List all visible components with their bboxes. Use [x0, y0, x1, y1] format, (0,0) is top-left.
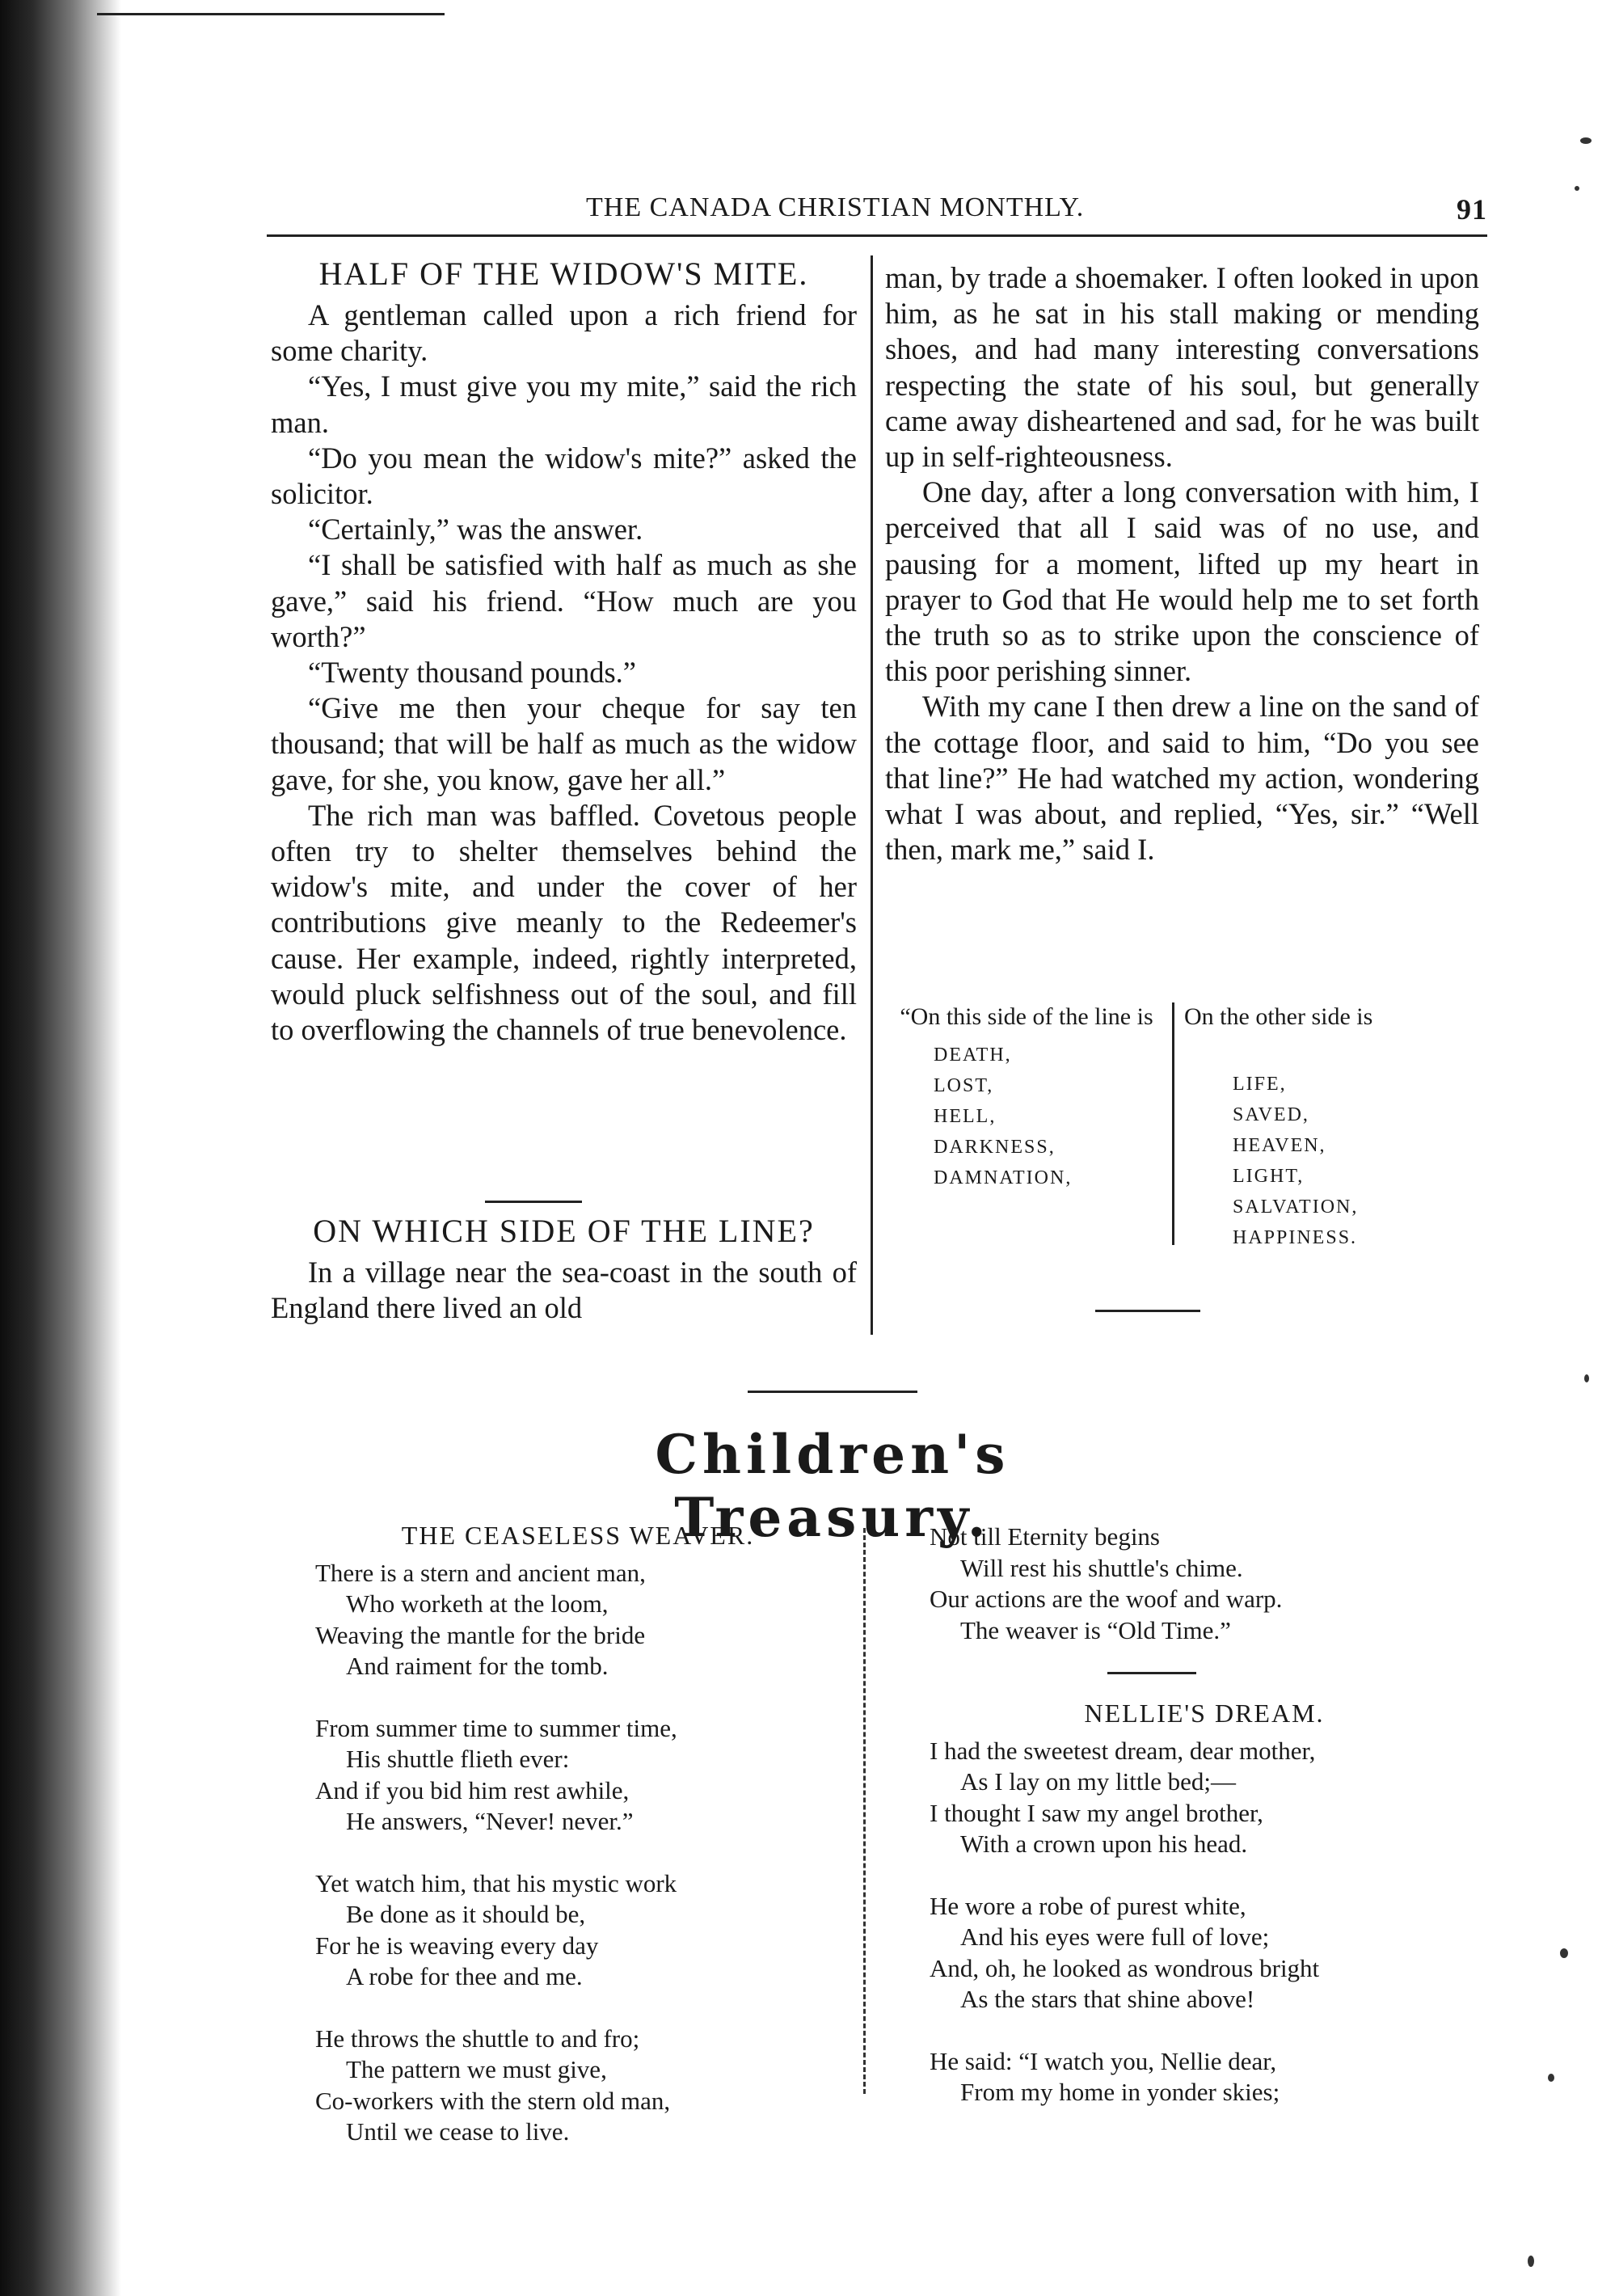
line-table-word: DEATH,: [934, 1045, 1012, 1066]
poem-separator-rule: [1107, 1672, 1196, 1674]
poem-title: NELLIE'S DREAM.: [1084, 1699, 1325, 1728]
widow-article-title: HALF OF THE WIDOW'S MITE.: [318, 255, 809, 292]
scan-speck: [1560, 1948, 1568, 1958]
poem-line: From summer time to summer time,: [315, 1713, 677, 1742]
line-table-word: DARKNESS,: [934, 1137, 1056, 1158]
line-table-left-caption: “On this side of the line is: [900, 1003, 1153, 1030]
line-table-word: HEAVEN,: [1233, 1135, 1326, 1156]
poem-ceaseless-weaver: [315, 1520, 841, 2179]
poem-line: Until we cease to live.: [346, 2117, 570, 2146]
poem-line: Yet watch him, that his mystic work: [315, 1868, 677, 1897]
widow-paragraph: “I shall be satisfied with half as much as she gave,” said his friend. “How much are you worth?”: [271, 548, 857, 653]
line-table-word: DAMNATION,: [934, 1167, 1073, 1188]
header-rule: [267, 234, 1487, 237]
poem-line: As I lay on my little bed;—: [960, 1767, 1236, 1796]
poem-line: From my home in yonder skies;: [960, 2078, 1280, 2106]
line-story-paragraph: With my cane I then drew a line on the sand of the cottage floor, and said to him, “Do you see that line?” He had watched my action, wondering what I was about, and replied, “Yes, sir.” “Well then, mark me,” said I.: [885, 690, 1479, 867]
widow-paragraph: “Certainly,” was the answer.: [308, 513, 643, 547]
poem-line: Weaving the mantle for the bride: [315, 1620, 646, 1649]
poem-stanza: [315, 1868, 841, 1993]
widow-paragraph: “Give me then your cheque for say ten thousand; that will be half as much as the widow gave, for she, you know, gave her all.”: [271, 691, 857, 796]
line-table-divider: [1172, 1002, 1174, 1245]
poem-line: I thought I saw my angel brother,: [930, 1798, 1263, 1827]
line-story-paragraph: man, by trade a shoemaker. I often looked in upon him, as he sat in his stall making or mending shoes, and had many interesting conversations respecting the state of his soul, but generally came away disheartened and sad, for he was built up in self-righteousness.: [885, 261, 1479, 474]
poem-ceaseless-weaver-continued: [930, 1522, 1455, 1677]
line-table-word: HELL,: [934, 1106, 997, 1127]
widow-paragraph: “Do you mean the widow's mite?” asked the solicitor.: [271, 441, 857, 511]
line-story-paragraph: In a village near the sea-coast in the south of England there lived an old: [271, 1256, 857, 1325]
poem-line: And if you bid him rest awhile,: [315, 1775, 630, 1804]
poem-title: THE CEASELESS WEAVER.: [401, 1521, 755, 1550]
poem-line: Will rest his shuttle's chime.: [960, 1553, 1243, 1582]
poem-line: He said: “I watch you, Nellie dear,: [930, 2046, 1277, 2075]
line-story-paragraph: One day, after a long conversation with him, I perceived that all I said was of no use, and pausing for a moment, lifted up my heart in prayer to God that He would help me to set forth the truth so as to strike upon the conscience of this poor perishing sinner.: [885, 475, 1479, 688]
scan-speck: [1584, 1374, 1589, 1382]
poem-nellies-dream: [930, 1698, 1479, 2139]
poem-line: He wore a robe of purest white,: [930, 1891, 1246, 1920]
line-table-right: [1184, 1002, 1483, 1253]
poem-line: And raiment for the tomb.: [346, 1652, 609, 1680]
article-end-rule: [1095, 1310, 1200, 1312]
section-title: Children's Treasury.: [655, 1423, 1010, 1549]
article-separator-rule: [485, 1201, 582, 1203]
poem-line: And, oh, he looked as wondrous bright: [930, 1953, 1320, 1982]
poem-stanza: [930, 2046, 1479, 2108]
widow-paragraph: “Yes, I must give you my mite,” said the rich man.: [271, 369, 857, 439]
page-number: 91: [1457, 193, 1487, 226]
poem-line: Who worketh at the loom,: [346, 1589, 609, 1618]
scan-speck: [1528, 2256, 1534, 2267]
poem-column-divider: [863, 1528, 866, 2094]
line-table-word: LIFE,: [1233, 1074, 1287, 1095]
poem-stanza: [315, 1558, 841, 1682]
top-edge-rule: [97, 13, 445, 15]
line-article-title: ON WHICH SIDE OF THE LINE?: [313, 1213, 815, 1249]
poem-line: A robe for thee and me.: [346, 1962, 583, 1990]
poem-line: And his eyes were full of love;: [960, 1922, 1270, 1951]
poem-line: Not till Eternity begins: [930, 1522, 1160, 1551]
column-divider: [871, 255, 873, 1335]
poem-stanza: [315, 2024, 841, 2148]
poem-line: The weaver is “Old Time.”: [960, 1615, 1231, 1644]
poem-line: The pattern we must give,: [346, 2055, 607, 2083]
column-right: [885, 260, 1479, 867]
line-table-word: HAPPINESS.: [1233, 1227, 1358, 1248]
binding-shadow: [0, 0, 121, 2296]
running-header: [267, 192, 1487, 230]
poem-line: His shuttle flieth ever:: [346, 1745, 570, 1773]
line-table-right-caption: On the other side is: [1184, 1003, 1373, 1030]
poem-line: For he is weaving every day: [315, 1931, 599, 1960]
poem-line: He throws the shuttle to and fro;: [315, 2024, 640, 2053]
poem-stanza: [930, 1522, 1455, 1646]
poem-line: There is a stern and ancient man,: [315, 1558, 646, 1587]
line-story-start: [271, 1213, 857, 1326]
widow-paragraph: A gentleman called upon a rich friend for some charity.: [271, 298, 857, 368]
line-table-word: SALVATION,: [1233, 1197, 1359, 1218]
poem-line: Our actions are the woof and warp.: [930, 1585, 1283, 1613]
line-table-left: [877, 1002, 1176, 1193]
scan-speck: [1548, 2074, 1554, 2082]
widow-paragraph: “Twenty thousand pounds.”: [308, 656, 636, 690]
journal-title: THE CANADA CHRISTIAN MONTHLY.: [586, 192, 1085, 222]
poem-line: I had the sweetest dream, dear mother,: [930, 1736, 1316, 1765]
scan-speck: [1580, 137, 1592, 144]
poem-line: Be done as it should be,: [346, 1900, 586, 1928]
line-table-word: LIGHT,: [1233, 1166, 1305, 1187]
poem-stanza: [930, 1736, 1479, 1860]
column-left: [271, 255, 857, 1048]
poem-line: Co-workers with the stern old man,: [315, 2086, 671, 2115]
line-table-word: SAVED,: [1233, 1104, 1309, 1125]
scan-speck: [1575, 186, 1579, 191]
poem-stanza: [930, 1891, 1479, 2015]
poem-stanza: [315, 1713, 841, 1838]
poem-line: As the stars that shine above!: [960, 1985, 1255, 2013]
section-separator-rule: [748, 1391, 917, 1393]
poem-line: He answers, “Never! never.”: [346, 1807, 634, 1835]
poem-line: With a crown upon his head.: [960, 1830, 1248, 1858]
line-table-word: LOST,: [934, 1075, 994, 1096]
widow-paragraph: The rich man was baffled. Covetous people often try to shelter themselves behind the widow's mite, and under the cover of her contributions give meanly to the Redeemer's cause. Her example, indeed, rightly interpreted, would pluck selfishness out of the soul, and fill to overflowing the channels of true benevolence.: [271, 798, 857, 1047]
